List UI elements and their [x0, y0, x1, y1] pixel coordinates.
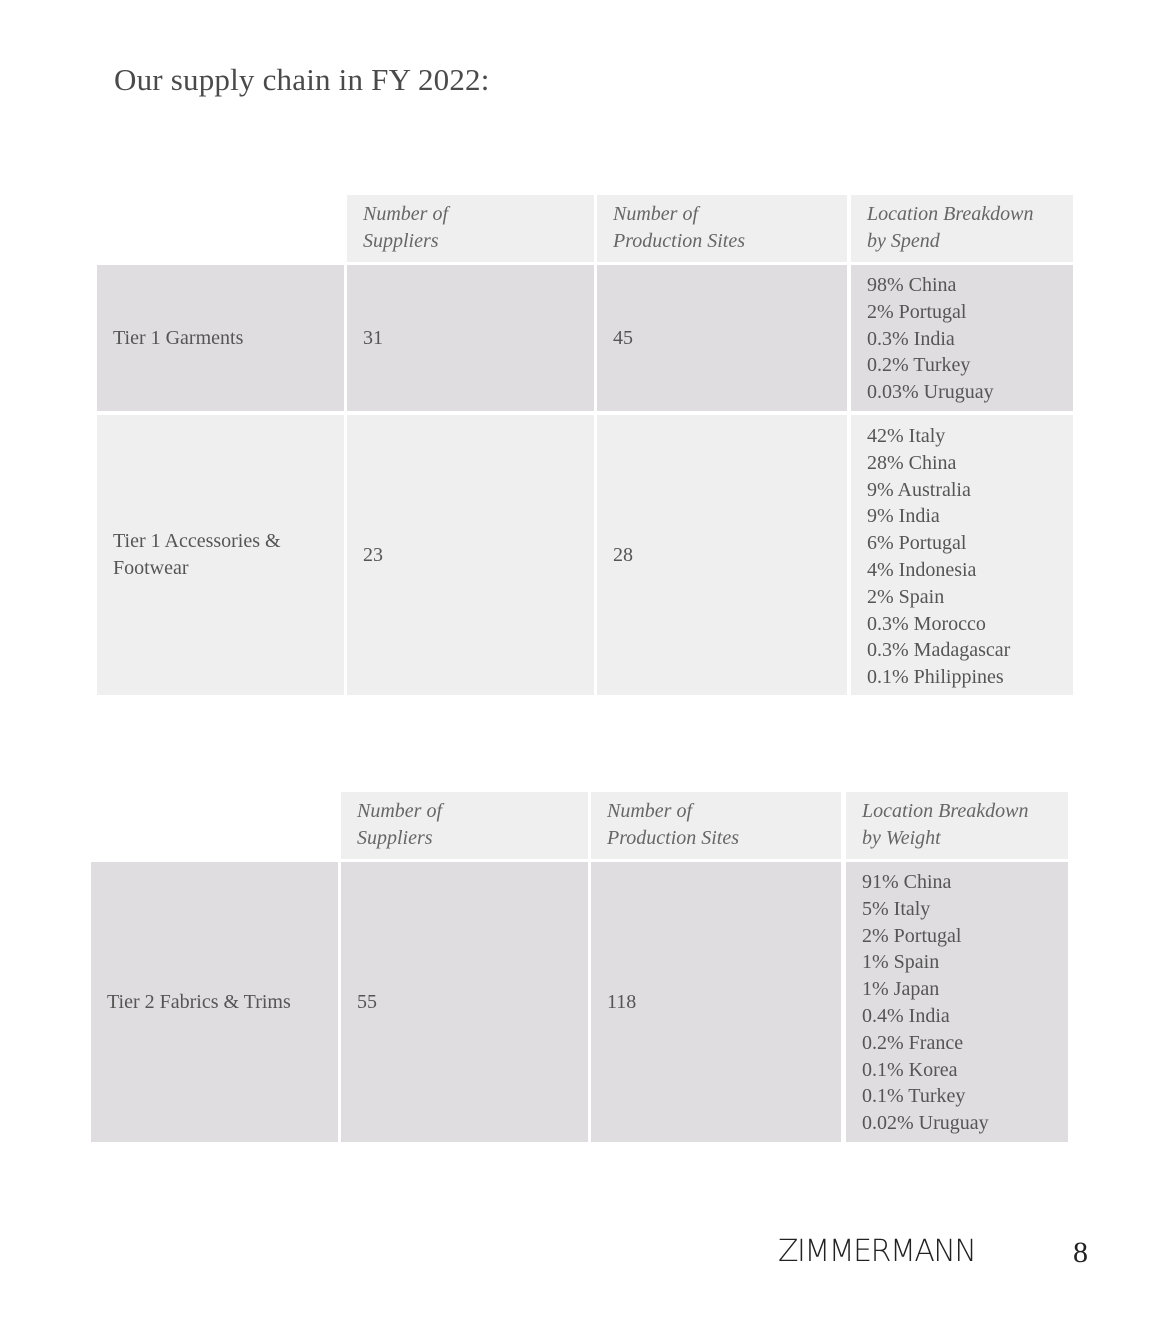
location-item: 42% Italy: [867, 425, 946, 447]
location-item: 0.03% Uruguay: [867, 381, 994, 404]
location-item: 0.2% France: [862, 1031, 964, 1054]
location-list: [846, 862, 1068, 1142]
location-item: 0.2% Turkey: [867, 354, 971, 377]
page-number: 8: [1073, 1236, 1088, 1269]
location-item: 0.3% Morocco: [867, 612, 986, 635]
page-title: Our supply chain in FY 2022:: [114, 62, 490, 97]
sites-value: 118: [591, 862, 841, 1142]
location-item: 1% Spain: [862, 951, 940, 974]
header-suppliers: Number of Suppliers: [347, 195, 594, 262]
location-item: 4% Indonesia: [867, 558, 977, 581]
brand-logo: ZIMMERMANN: [778, 1234, 976, 1269]
header-location-breakdown: Location Breakdown by Spend: [851, 195, 1073, 262]
location-item: 6% Portugal: [867, 532, 967, 555]
row-label: Tier 1 Garments: [97, 265, 344, 411]
location-item: 28% China: [867, 451, 957, 474]
suppliers-value: 55: [341, 862, 588, 1142]
suppliers-value: 31: [347, 265, 594, 411]
header-production-sites: Number of Production Sites: [597, 195, 847, 262]
location-item: 0.1% Korea: [862, 1058, 958, 1081]
header-location-breakdown: Location Breakdown by Weight: [846, 792, 1068, 859]
location-item: 0.1% Philippines: [867, 666, 1004, 689]
header-suppliers: Number of Suppliers: [341, 792, 588, 859]
location-item: 0.02% Uruguay: [862, 1112, 989, 1135]
location-item: 2% Portugal: [867, 300, 967, 323]
location-item: 9% India: [867, 505, 940, 528]
location-list: [851, 265, 1073, 411]
location-item: 9% Australia: [867, 478, 971, 501]
location-item: 0.4% India: [862, 1004, 950, 1027]
location-item: 1% Japan: [862, 978, 940, 1001]
location-item: 0.3% Madagascar: [867, 639, 1011, 662]
sites-value: 28: [597, 415, 847, 695]
location-item: 5% Italy: [862, 897, 931, 920]
sites-value: 45: [597, 265, 847, 411]
location-list: [851, 415, 1073, 695]
header-production-sites: Number of Production Sites: [591, 792, 841, 859]
location-item: 0.1% Turkey: [862, 1085, 966, 1108]
location-item: 91% China: [862, 871, 952, 893]
location-item: 98% China: [867, 274, 957, 296]
location-item: 2% Portugal: [862, 924, 962, 947]
row-label: Tier 2 Fabrics & Trims: [91, 862, 338, 1142]
suppliers-value: 23: [347, 415, 594, 695]
location-item: 0.3% India: [867, 327, 955, 350]
row-label: Tier 1 Accessories & Footwear: [97, 415, 344, 695]
location-item: 2% Spain: [867, 585, 945, 608]
